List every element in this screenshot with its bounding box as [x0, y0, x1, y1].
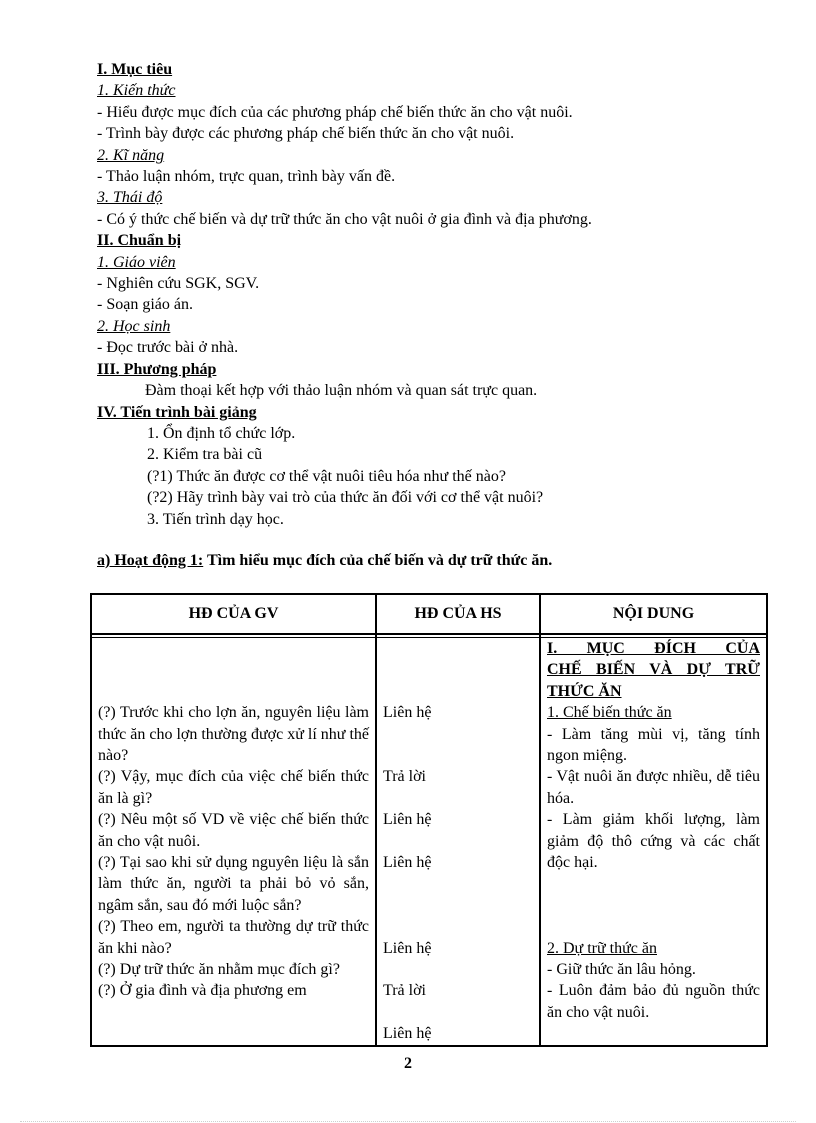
skills-subheading: 2. Kĩ năng — [97, 146, 165, 164]
teacher-item: - Nghiên cứu SGK, SGV. — [97, 275, 260, 293]
process-item: 3. Tiến trình dạy học. — [147, 510, 284, 528]
hs-answer: Liên hệ — [383, 939, 432, 957]
activity-text: Tìm hiểu mục đích của chế biến và dự trữ thức ăn. — [203, 551, 553, 569]
student-subheading: 2. Học sinh — [97, 317, 171, 335]
document-body — [97, 59, 767, 571]
process-item: (?2) Hãy trình bày vai trò của thức ăn đối với cơ thể vật nuôi? — [147, 489, 544, 507]
process-item: 1. Ổn định tổ chức lớp. — [147, 424, 296, 442]
knowledge-subheading: 1. Kiến thức — [97, 82, 176, 100]
hs-answer: Liên hệ — [383, 1025, 432, 1043]
gv-question: (?) Ở gia đình và địa phương em — [98, 982, 307, 1000]
content-item: - Làm tăng mùi vị, tăng tính ngon miệng. — [547, 725, 760, 765]
content-item: - Giữ thức ăn lâu hỏng. — [547, 961, 696, 979]
knowledge-item: - Trình bày được các phương pháp chế biến thức ăn cho vật nuôi. — [97, 125, 515, 143]
content-subheading: 2. Dự trữ thức ăn — [547, 939, 657, 957]
hs-answer: Trả lời — [383, 768, 426, 786]
content-subheading: 1. Chế biến thức ăn — [547, 704, 672, 722]
content-title: CHẾ BIẾN VÀ DỰ TRỮ — [547, 661, 760, 679]
noidung-column — [540, 638, 767, 1046]
gv-question: (?) Nêu một số VD về việc chế biến thức ăn cho vật nuôi. — [98, 811, 369, 850]
objectives-heading: I. Mục tiêu — [97, 61, 173, 78]
skills-item: - Thảo luận nhóm, trực quan, trình bày vấn đề. — [97, 168, 396, 186]
process-item: (?1) Thức ăn được cơ thể vật nuôi tiêu hóa như thế nào? — [147, 467, 506, 485]
content-title: THỨC ĂN — [547, 682, 622, 700]
gv-question: (?) Vậy, mục đích của việc chế biến thức ăn là gì? — [98, 768, 369, 807]
gv-question: (?) Tại sao khi sử dụng nguyên liệu là sắn làm thức ăn, người ta phải bỏ vỏ sắn, ngâm sắn, sau đó mới luộc sắn? — [98, 854, 369, 914]
process-item: 2. Kiểm tra bài cũ — [147, 446, 263, 464]
activity-label: a) Hoạt động 1: — [97, 551, 204, 569]
content-item: - Vật nuôi ăn được nhiều, dễ tiêu hóa. — [547, 768, 760, 807]
content-item: - Làm giảm khối lượng, làm giảm độ thô cứng và các chất độc hại. — [547, 811, 760, 872]
hs-answer: Liên hệ — [383, 853, 432, 871]
header-noidung: NỘI DUNG — [540, 594, 767, 634]
table-header-row — [91, 594, 767, 634]
gv-column — [91, 638, 376, 1046]
activity-table — [90, 593, 768, 1047]
table-body-row — [91, 638, 767, 1046]
teacher-subheading: 1. Giáo viên — [97, 253, 176, 271]
gv-question: (?) Theo em, người ta thường dự trữ thức ăn khi nào? — [98, 918, 369, 957]
teacher-item: - Soạn giáo án. — [97, 296, 193, 314]
process-heading: IV. Tiến trình bài giảng — [97, 403, 257, 421]
method-heading: III. Phương pháp — [97, 360, 217, 378]
method-item: Đàm thoại kết hợp với thảo luận nhóm và quan sát trực quan. — [145, 382, 538, 400]
hs-column — [376, 638, 540, 1046]
attitude-item: - Có ý thức chế biến và dự trữ thức ăn cho vật nuôi ở gia đình và địa phương. — [97, 210, 592, 228]
page-divider — [20, 1121, 796, 1122]
preparation-heading: II. Chuẩn bị — [97, 232, 182, 250]
attitude-subheading: 3. Thái độ — [97, 189, 163, 207]
page-number: 2 — [404, 1055, 412, 1072]
content-item: - Luôn đảm bảo đủ nguồn thức ăn cho vật nuôi. — [547, 982, 760, 1021]
header-hs: HĐ CỦA HS — [376, 594, 540, 634]
knowledge-item: - Hiểu được mục đích của các phương pháp chế biến thức ăn cho vật nuôi. — [97, 103, 573, 121]
hs-answer: Liên hệ — [383, 704, 432, 722]
gv-question: (?) Dự trữ thức ăn nhằm mục đích gì? — [98, 961, 340, 979]
content-title: I. MỤC ĐÍCH CỦA — [547, 640, 760, 657]
gv-question: (?) Trước khi cho lợn ăn, nguyên liệu làm thức ăn cho lợn thường được xử lí như thế nào? — [98, 704, 369, 764]
hs-answer: Liên hệ — [383, 811, 432, 829]
hs-answer: Trả lời — [383, 982, 426, 1000]
header-gv: HĐ CỦA GV — [91, 594, 376, 634]
activity-heading — [97, 550, 767, 571]
student-item: - Đọc trước bài ở nhà. — [97, 339, 239, 357]
